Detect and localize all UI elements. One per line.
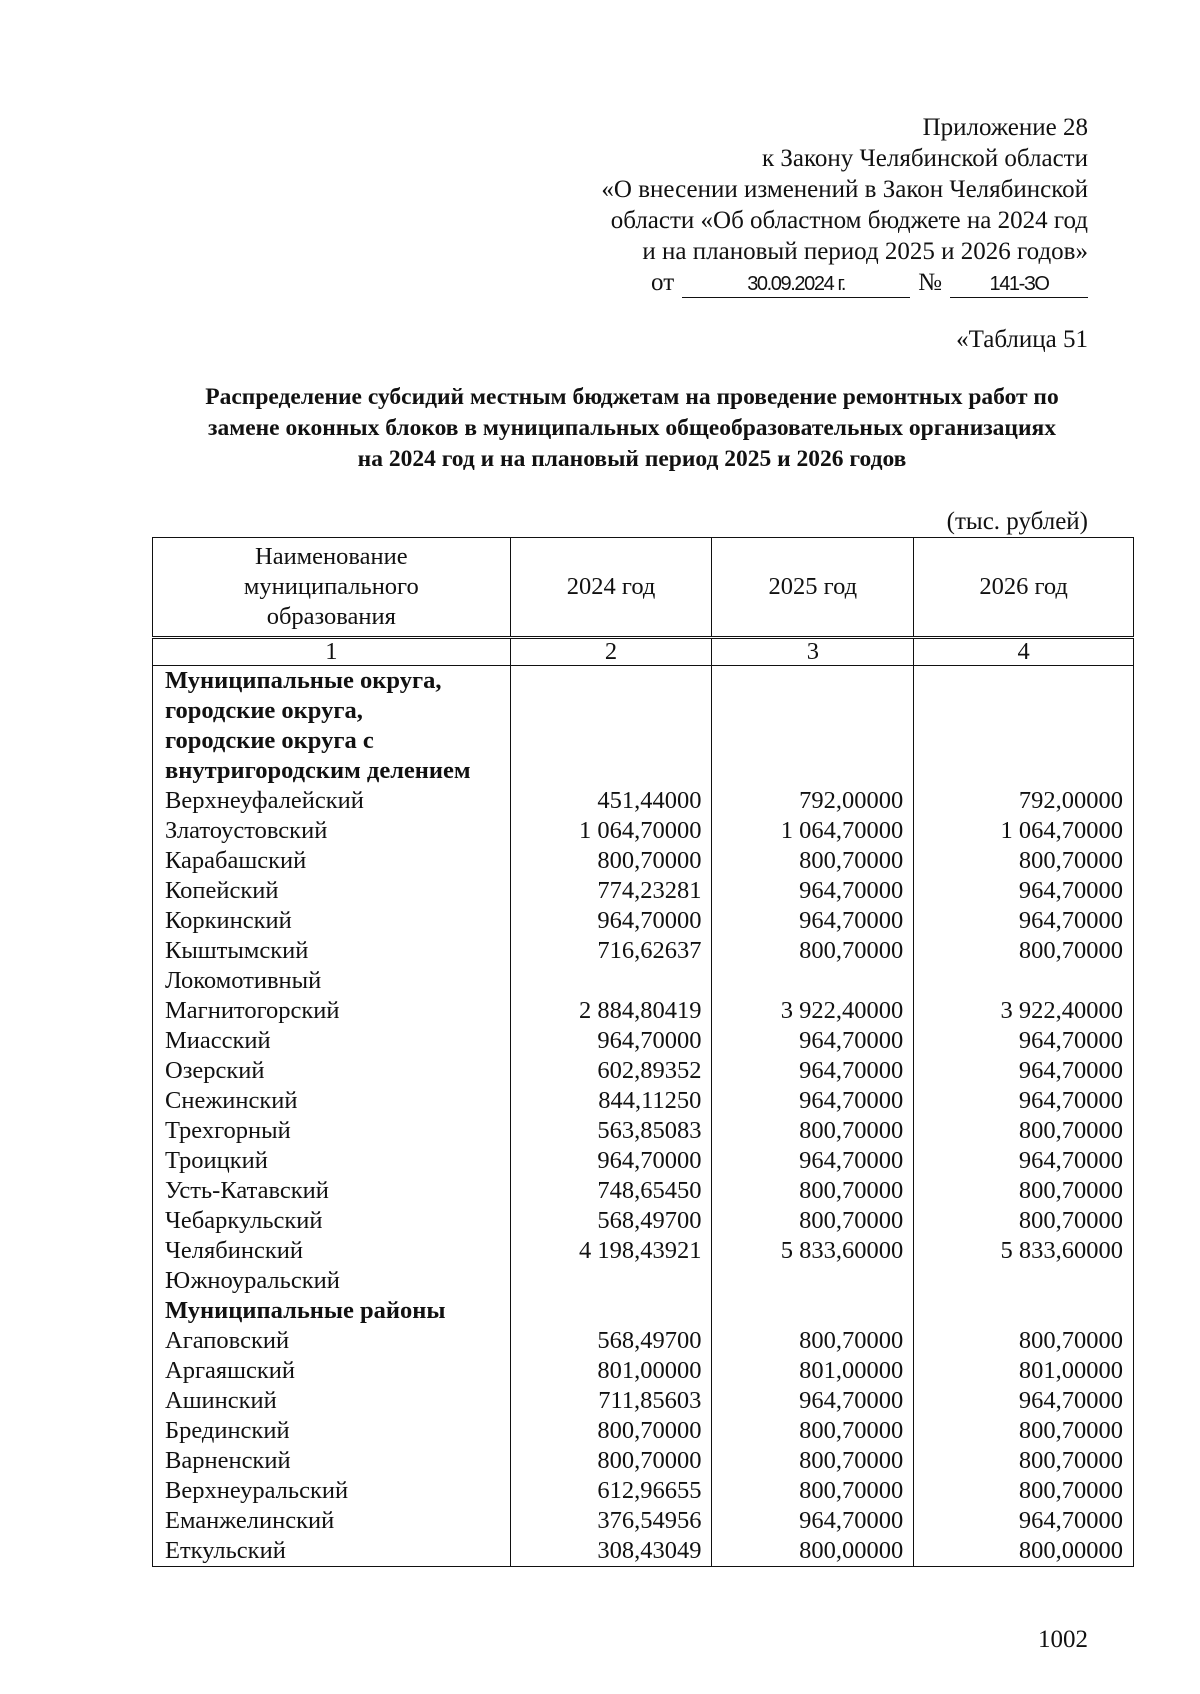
table-row — [153, 1386, 1134, 1416]
value-2025: 800,70000 — [712, 1206, 914, 1236]
value-2025: 964,70000 — [712, 876, 914, 906]
value-2026 — [914, 1296, 1134, 1326]
column-number-row — [153, 638, 1134, 666]
value-2024: 563,85083 — [510, 1116, 712, 1146]
value-2024: 844,11250 — [510, 1086, 712, 1116]
column-header-2026: 2026 год — [914, 538, 1134, 638]
municipality-name: городские округа, — [153, 696, 511, 726]
value-2026 — [914, 756, 1134, 786]
municipality-name: Южноуральский — [153, 1266, 511, 1296]
value-2025 — [712, 756, 914, 786]
table-row — [153, 1446, 1134, 1476]
municipality-name: Копейский — [153, 876, 511, 906]
value-2026: 964,70000 — [914, 1056, 1134, 1086]
section-heading-row — [153, 756, 1134, 786]
value-2024: 451,44000 — [510, 786, 712, 816]
value-2026: 800,70000 — [914, 936, 1134, 966]
municipality-name: Ашинский — [153, 1386, 511, 1416]
table-row — [153, 1086, 1134, 1116]
value-2025 — [712, 726, 914, 756]
value-2024: 964,70000 — [510, 906, 712, 936]
table-row — [153, 1056, 1134, 1086]
table-row — [153, 1266, 1134, 1296]
page-number: 1002 — [1038, 1626, 1088, 1653]
value-2026: 964,70000 — [914, 1506, 1134, 1536]
header-text: Наименование — [255, 543, 408, 570]
value-2025: 964,70000 — [712, 1386, 914, 1416]
value-2025: 800,70000 — [712, 1476, 914, 1506]
municipality-name: Брединский — [153, 1416, 511, 1446]
municipality-name: Еманжелинский — [153, 1506, 511, 1536]
table-row — [153, 1176, 1134, 1206]
municipality-name: городские округа с — [153, 726, 511, 756]
value-2026: 801,00000 — [914, 1356, 1134, 1386]
value-2026: 964,70000 — [914, 876, 1134, 906]
value-2026: 800,70000 — [914, 1176, 1134, 1206]
title-line: замене оконных блоков в муниципальных общеобразовательных организациях — [208, 415, 1056, 441]
value-2024: 4 198,43921 — [510, 1236, 712, 1266]
header-text: муниципального — [243, 573, 419, 600]
value-2024: 800,70000 — [510, 1416, 712, 1446]
law-number: 141-ЗО — [950, 271, 1088, 298]
value-2024: 602,89352 — [510, 1056, 712, 1086]
value-2024: 774,23281 — [510, 876, 712, 906]
value-2024 — [510, 726, 712, 756]
table-row — [153, 1116, 1134, 1146]
value-2024: 308,43049 — [510, 1536, 712, 1567]
table-row — [153, 816, 1134, 846]
value-2025: 801,00000 — [712, 1356, 914, 1386]
value-2025: 5 833,60000 — [712, 1236, 914, 1266]
units-label: (тыс. рублей) — [946, 508, 1088, 535]
value-2025: 800,70000 — [712, 1116, 914, 1146]
value-2026: 964,70000 — [914, 1386, 1134, 1416]
header-line: «О внесении изменений в Закон Челябинской — [601, 176, 1088, 203]
value-2025: 964,70000 — [712, 906, 914, 936]
value-2026: 792,00000 — [914, 786, 1134, 816]
column-number: 4 — [914, 638, 1134, 666]
value-2025 — [712, 1296, 914, 1326]
municipality-name: Варненский — [153, 1446, 511, 1476]
law-date: 30.09.2024 г. — [682, 271, 910, 298]
column-number: 3 — [712, 638, 914, 666]
value-2026: 964,70000 — [914, 1086, 1134, 1116]
value-2026: 800,70000 — [914, 1206, 1134, 1236]
value-2025: 800,70000 — [712, 1326, 914, 1356]
value-2026: 800,70000 — [914, 1476, 1134, 1506]
value-2026: 3 922,40000 — [914, 996, 1134, 1026]
header-line: области «Об областном бюджете на 2024 год — [610, 207, 1088, 234]
value-2026: 1 064,70000 — [914, 816, 1134, 846]
value-2024 — [510, 1296, 712, 1326]
value-2026: 800,70000 — [914, 846, 1134, 876]
value-2025: 1 064,70000 — [712, 816, 914, 846]
value-2025 — [712, 666, 914, 697]
municipality-name: Верхнеуфалейский — [153, 786, 511, 816]
municipality-name: Озерский — [153, 1056, 511, 1086]
column-header-2024: 2024 год — [510, 538, 712, 638]
value-2025: 800,00000 — [712, 1536, 914, 1567]
municipality-name: Кыштымский — [153, 936, 511, 966]
value-2025: 792,00000 — [712, 786, 914, 816]
section-heading-row — [153, 696, 1134, 726]
table-row — [153, 996, 1134, 1026]
value-2024: 568,49700 — [510, 1206, 712, 1236]
value-2025: 800,70000 — [712, 846, 914, 876]
municipality-name: Муниципальные районы — [153, 1296, 511, 1326]
value-2026: 800,70000 — [914, 1416, 1134, 1446]
value-2026: 5 833,60000 — [914, 1236, 1134, 1266]
table-label: «Таблица 51 — [956, 326, 1088, 353]
value-2024: 612,96655 — [510, 1476, 712, 1506]
value-2024: 801,00000 — [510, 1356, 712, 1386]
value-2024: 964,70000 — [510, 1146, 712, 1176]
title-line: на 2024 год и на плановый период 2025 и 2026 годов — [357, 446, 907, 472]
municipality-name: Коркинский — [153, 906, 511, 936]
header-line: Приложение 28 — [922, 114, 1088, 141]
value-2026: 800,70000 — [914, 1446, 1134, 1476]
municipality-name: Усть-Катавский — [153, 1176, 511, 1206]
table-row — [153, 1146, 1134, 1176]
column-number: 2 — [510, 638, 712, 666]
table-row — [153, 936, 1134, 966]
municipality-name: Верхнеуральский — [153, 1476, 511, 1506]
value-2026: 800,00000 — [914, 1536, 1134, 1567]
municipality-name: Агаповский — [153, 1326, 511, 1356]
table-row — [153, 1356, 1134, 1386]
value-2026 — [914, 726, 1134, 756]
table-row — [153, 1536, 1134, 1567]
value-2026 — [914, 696, 1134, 726]
value-2024: 748,65450 — [510, 1176, 712, 1206]
column-header-name — [153, 538, 511, 638]
header-line: и на плановый период 2025 и 2026 годов» — [642, 238, 1088, 265]
value-2025: 964,70000 — [712, 1026, 914, 1056]
number-label: № — [918, 269, 942, 296]
table-header-row — [153, 538, 1134, 638]
column-header-2025: 2025 год — [712, 538, 914, 638]
table-row — [153, 1206, 1134, 1236]
municipality-name: Магнитогорский — [153, 996, 511, 1026]
municipality-name: Троицкий — [153, 1146, 511, 1176]
value-2025 — [712, 1266, 914, 1296]
column-number: 1 — [153, 638, 511, 666]
municipality-name: Карабашский — [153, 846, 511, 876]
municipality-name: Челябинский — [153, 1236, 511, 1266]
value-2025: 3 922,40000 — [712, 996, 914, 1026]
value-2024: 800,70000 — [510, 1446, 712, 1476]
document-header — [601, 112, 1088, 298]
value-2024 — [510, 966, 712, 996]
law-date-number — [601, 267, 1088, 298]
section-heading-row — [153, 726, 1134, 756]
value-2024: 568,49700 — [510, 1326, 712, 1356]
value-2024: 716,62637 — [510, 936, 712, 966]
value-2025: 964,70000 — [712, 1506, 914, 1536]
table-row — [153, 1476, 1134, 1506]
value-2025: 964,70000 — [712, 1086, 914, 1116]
table-row — [153, 1026, 1134, 1056]
value-2026: 800,70000 — [914, 1326, 1134, 1356]
title-line: Распределение субсидий местным бюджетам на проведение ремонтных работ по — [205, 384, 1059, 410]
value-2024: 1 064,70000 — [510, 816, 712, 846]
table-row — [153, 786, 1134, 816]
header-text: образования — [266, 603, 396, 630]
value-2025 — [712, 696, 914, 726]
municipality-name: Аргаяшский — [153, 1356, 511, 1386]
value-2025: 800,70000 — [712, 1416, 914, 1446]
document-title — [140, 382, 1124, 475]
value-2025 — [712, 966, 914, 996]
table-row — [153, 846, 1134, 876]
municipality-name: Муниципальные округа, — [153, 666, 511, 697]
municipality-name: Златоустовский — [153, 816, 511, 846]
value-2024: 964,70000 — [510, 1026, 712, 1056]
municipality-name: Еткульский — [153, 1536, 511, 1567]
table-row — [153, 1416, 1134, 1446]
value-2025: 800,70000 — [712, 1446, 914, 1476]
value-2024 — [510, 696, 712, 726]
header-line: к Закону Челябинской области — [762, 145, 1088, 172]
municipality-name: Трехгорный — [153, 1116, 511, 1146]
table-row — [153, 1236, 1134, 1266]
table-row — [153, 1506, 1134, 1536]
table-row — [153, 1326, 1134, 1356]
value-2024: 800,70000 — [510, 846, 712, 876]
value-2026 — [914, 666, 1134, 697]
value-2025: 800,70000 — [712, 1176, 914, 1206]
value-2024: 711,85603 — [510, 1386, 712, 1416]
from-label: от — [651, 269, 675, 296]
value-2024: 376,54956 — [510, 1506, 712, 1536]
table-row — [153, 906, 1134, 936]
section-heading-row — [153, 666, 1134, 697]
table-row — [153, 876, 1134, 906]
value-2026 — [914, 1266, 1134, 1296]
value-2026: 964,70000 — [914, 1146, 1134, 1176]
subsidy-table — [152, 537, 1134, 1567]
municipality-name: внутригородским делением — [153, 756, 511, 786]
value-2026: 964,70000 — [914, 906, 1134, 936]
value-2026: 964,70000 — [914, 1026, 1134, 1056]
table-body — [153, 666, 1134, 1567]
value-2024 — [510, 666, 712, 697]
section-heading-row — [153, 1296, 1134, 1326]
value-2026 — [914, 966, 1134, 996]
value-2025: 964,70000 — [712, 1146, 914, 1176]
municipality-name: Локомотивный — [153, 966, 511, 996]
municipality-name: Снежинский — [153, 1086, 511, 1116]
municipality-name: Чебаркульский — [153, 1206, 511, 1236]
municipality-name: Миасский — [153, 1026, 511, 1056]
value-2024 — [510, 1266, 712, 1296]
value-2024 — [510, 756, 712, 786]
table-row — [153, 966, 1134, 996]
value-2025: 800,70000 — [712, 936, 914, 966]
value-2025: 964,70000 — [712, 1056, 914, 1086]
value-2024: 2 884,80419 — [510, 996, 712, 1026]
value-2026: 800,70000 — [914, 1116, 1134, 1146]
